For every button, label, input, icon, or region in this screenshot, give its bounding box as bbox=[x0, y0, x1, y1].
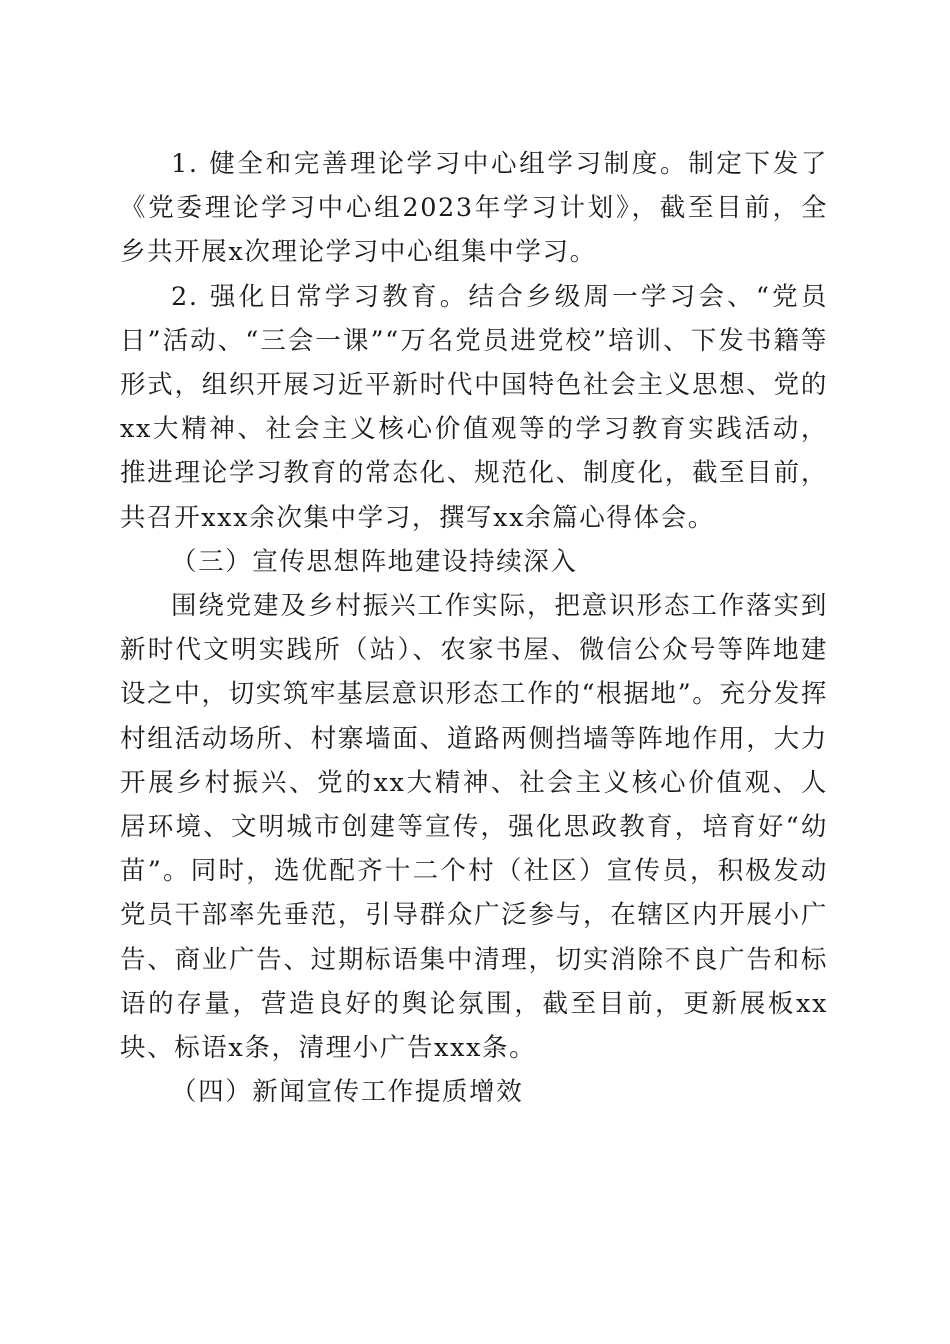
paragraph-daily-education: 2. 强化日常学习教育。结合乡级周一学习会、“党员日”活动、“三会一课”“万名党员进党校”培训、下发书籍等形式，组织开展习近平新时代中国特色社会主义思想、党的xx大精神、社会主义核心价值观等的学习教育实践活动，推进理论学习教育的常态化、规范化、制度化，截至目前，共召开xxx余次集中学习，撰写xx余篇心得体会。 bbox=[120, 281, 828, 533]
section-heading-4: （四）新闻宣传工作提质增效 bbox=[171, 1077, 524, 1108]
section-heading-3: （三）宣传思想阵地建设持续深入 bbox=[171, 546, 578, 577]
paragraph-publicity-front: 围绕党建及乡村振兴工作实际，把意识形态工作落实到新时代文明实践所（站）、农家书屋、微信公众号等阵地建设之中，切实筑牢基层意识形态工作的“根据地”。充分发挥村组活动场所、村寨墙面、道路两侧挡墙等阵地作用，大力开展乡村振兴、党的xx大精神、社会主义核心价值观、人居环境、文明城市创建等宣传，强化思政教育，培育好“幼苗”。同时，选优配齐十二个村（社区）宣传员，积极发动党员干部率先垂范，引导群众广泛参与，在辖区内开展小广告、商业广告、过期标语集中清理，切实消除不良广告和标语的存量，营造良好的舆论氛围，截至目前，更新展板xx块、标语x条，清理小广告xxx条。 bbox=[120, 591, 828, 1064]
document-body bbox=[120, 142, 828, 1114]
paragraph-study-system: 1. 健全和完善理论学习中心组学习制度。制定下发了《党委理论学习中心组2023年学习计划》，截至目前，全乡共开展x次理论学习中心组集中学习。 bbox=[120, 149, 828, 268]
